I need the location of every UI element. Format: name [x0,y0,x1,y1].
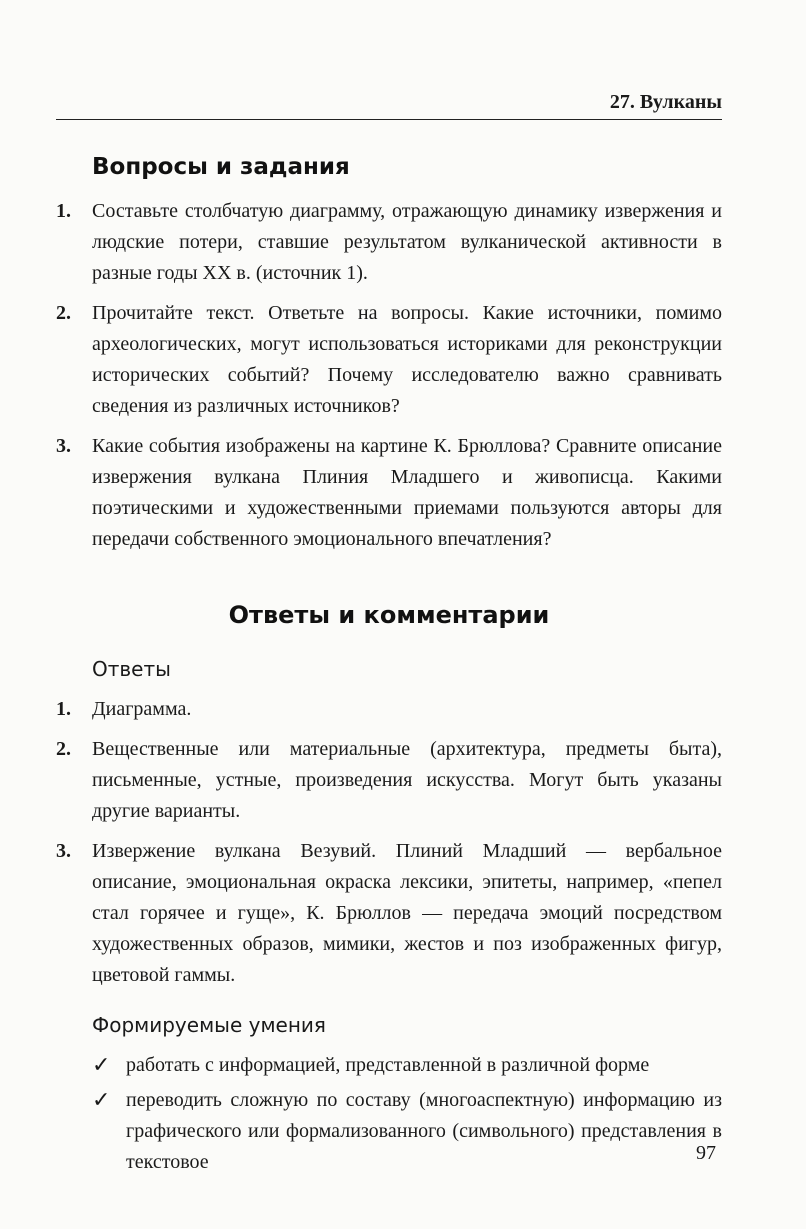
question-text: Составьте столбчатую диаграмму, отражающую динамику извержения и людские потери, ставшие результатом вулканической активности в разные годы XX в. (источник 1). [92,200,722,284]
skill-text: работать с информацией, представленной в различной форме [126,1054,650,1076]
item-number: 1. [56,200,71,222]
question-item [56,298,722,422]
page-number: 97 [696,1142,716,1164]
answer-text: Вещественные или материальные (архитектура, предметы быта), письменные, устные, произведения искусства. Могут быть указаны другие варианты. [92,738,722,822]
skill-item [92,1050,722,1081]
page-content [56,146,722,1182]
skill-item [92,1085,722,1178]
item-number: 3. [56,435,71,457]
questions-heading: Вопросы и задания [92,154,350,180]
running-title: 27. Вулканы [609,91,722,113]
answers-list [56,694,722,991]
answers-subheading: Ответы [92,657,171,681]
answer-text: Извержение вулкана Везувий. Плиний Младший — вербальное описание, эмоциональная окраска лексики, эпитеты, например, «пепел стал горячее и гуще», К. Брюллов — передача эмоций посредством художественных образов, мимики, жестов и поз изображенных фигур, цветовой гаммы. [92,840,722,986]
checkmark-icon: ✓ [92,1088,111,1113]
question-item [56,431,722,555]
answer-item [56,694,722,725]
item-number: 2. [56,302,71,324]
answer-text: Диаграмма. [92,698,192,720]
question-text: Прочитайте текст. Ответьте на вопросы. Какие источники, помимо археологических, могут использоваться историками для реконструкции исторических событий? Почему исследователю важно сравнивать сведения из различных источников? [92,302,722,417]
questions-list [56,196,722,555]
checkmark-icon: ✓ [92,1053,111,1078]
item-number: 1. [56,698,71,720]
header-rule [56,119,722,120]
skill-text: переводить сложную по составу (многоаспектную) информацию из графического или формализованного (символьного) представления в текстовое [126,1089,722,1173]
answer-item [56,836,722,991]
answers-heading: Ответы и комментарии [228,601,550,629]
item-number: 3. [56,840,71,862]
answer-item [56,734,722,827]
item-number: 2. [56,738,71,760]
skills-list [56,1050,722,1178]
skills-heading: Формируемые умения [92,1013,326,1037]
question-text: Какие события изображены на картине К. Брюллова? Сравните описание извержения вулкана Плиния Младшего и живописца. Какими поэтическими и художественными приемами пользуются авторы для передачи собственного эмоционального впечатления? [92,435,722,550]
question-item [56,196,722,289]
